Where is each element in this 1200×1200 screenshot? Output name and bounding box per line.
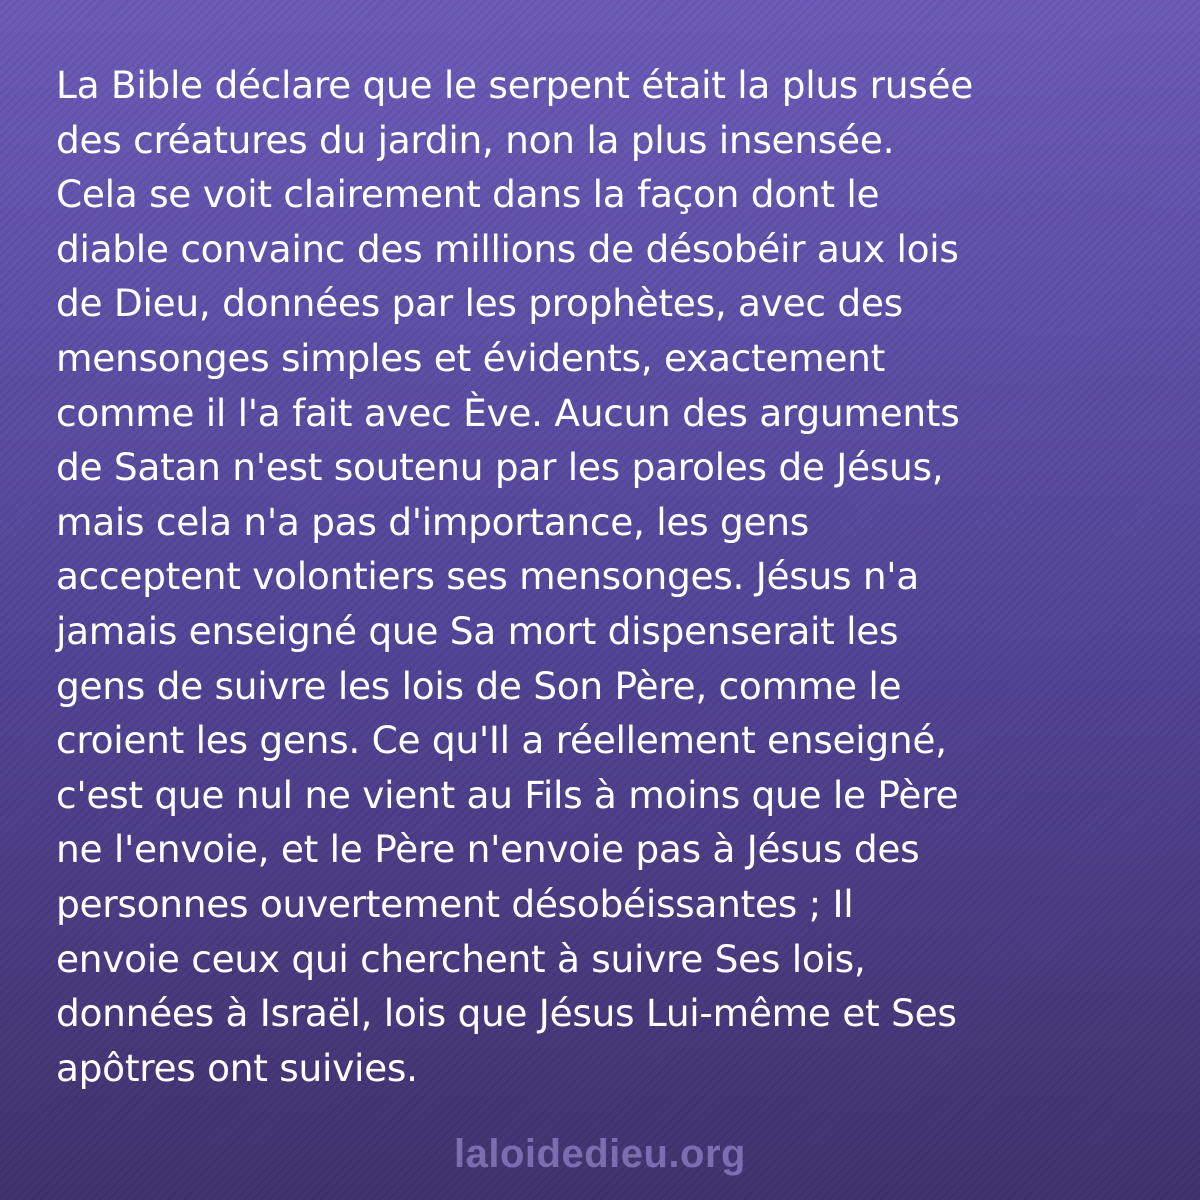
quote-text: [56, 58, 1166, 1095]
text-line: mais cela n'a pas d'importance, les gens: [56, 499, 809, 544]
text-line: comme il l'a fait avec Ève. Aucun des arguments: [56, 390, 960, 435]
text-line: croient les gens. Ce qu'Il a réellement enseigné,: [56, 718, 947, 763]
text-line: mensonges simples et évidents, exactement: [56, 335, 886, 380]
text-line: diable convainc des millions de désobéir aux lois: [56, 226, 959, 271]
text-line: de Satan n'est soutenu par les paroles de Jésus,: [56, 445, 944, 490]
text-line: c'est que nul ne vient au Fils à moins que le Père: [56, 772, 959, 817]
text-line: données à Israël, lois que Jésus Lui-même et Ses: [56, 991, 957, 1036]
text-line: des créatures du jardin, non la plus insensée.: [56, 117, 895, 162]
site-watermark: laloidedieu.org: [454, 1132, 746, 1176]
text-line: acceptent volontiers ses mensonges. Jésus n'a: [56, 554, 919, 599]
text-line: ne l'envoie, et le Père n'envoie pas à Jésus des: [56, 827, 920, 872]
text-line: La Bible déclare que le serpent était la plus rusée: [56, 63, 974, 107]
text-line: apôtres ont suivies.: [56, 1045, 418, 1090]
text-line: de Dieu, données par les prophètes, avec des: [56, 281, 903, 326]
text-line: personnes ouvertement désobéissantes ; Il: [56, 881, 854, 926]
text-line: gens de suivre les lois de Son Père, comme le: [56, 663, 902, 708]
text-line: jamais enseigné que Sa mort dispenserait les: [56, 608, 899, 653]
text-line: Cela se voit clairement dans la façon dont le: [56, 172, 880, 217]
text-line: envoie ceux qui cherchent à suivre Ses lois,: [56, 936, 866, 981]
